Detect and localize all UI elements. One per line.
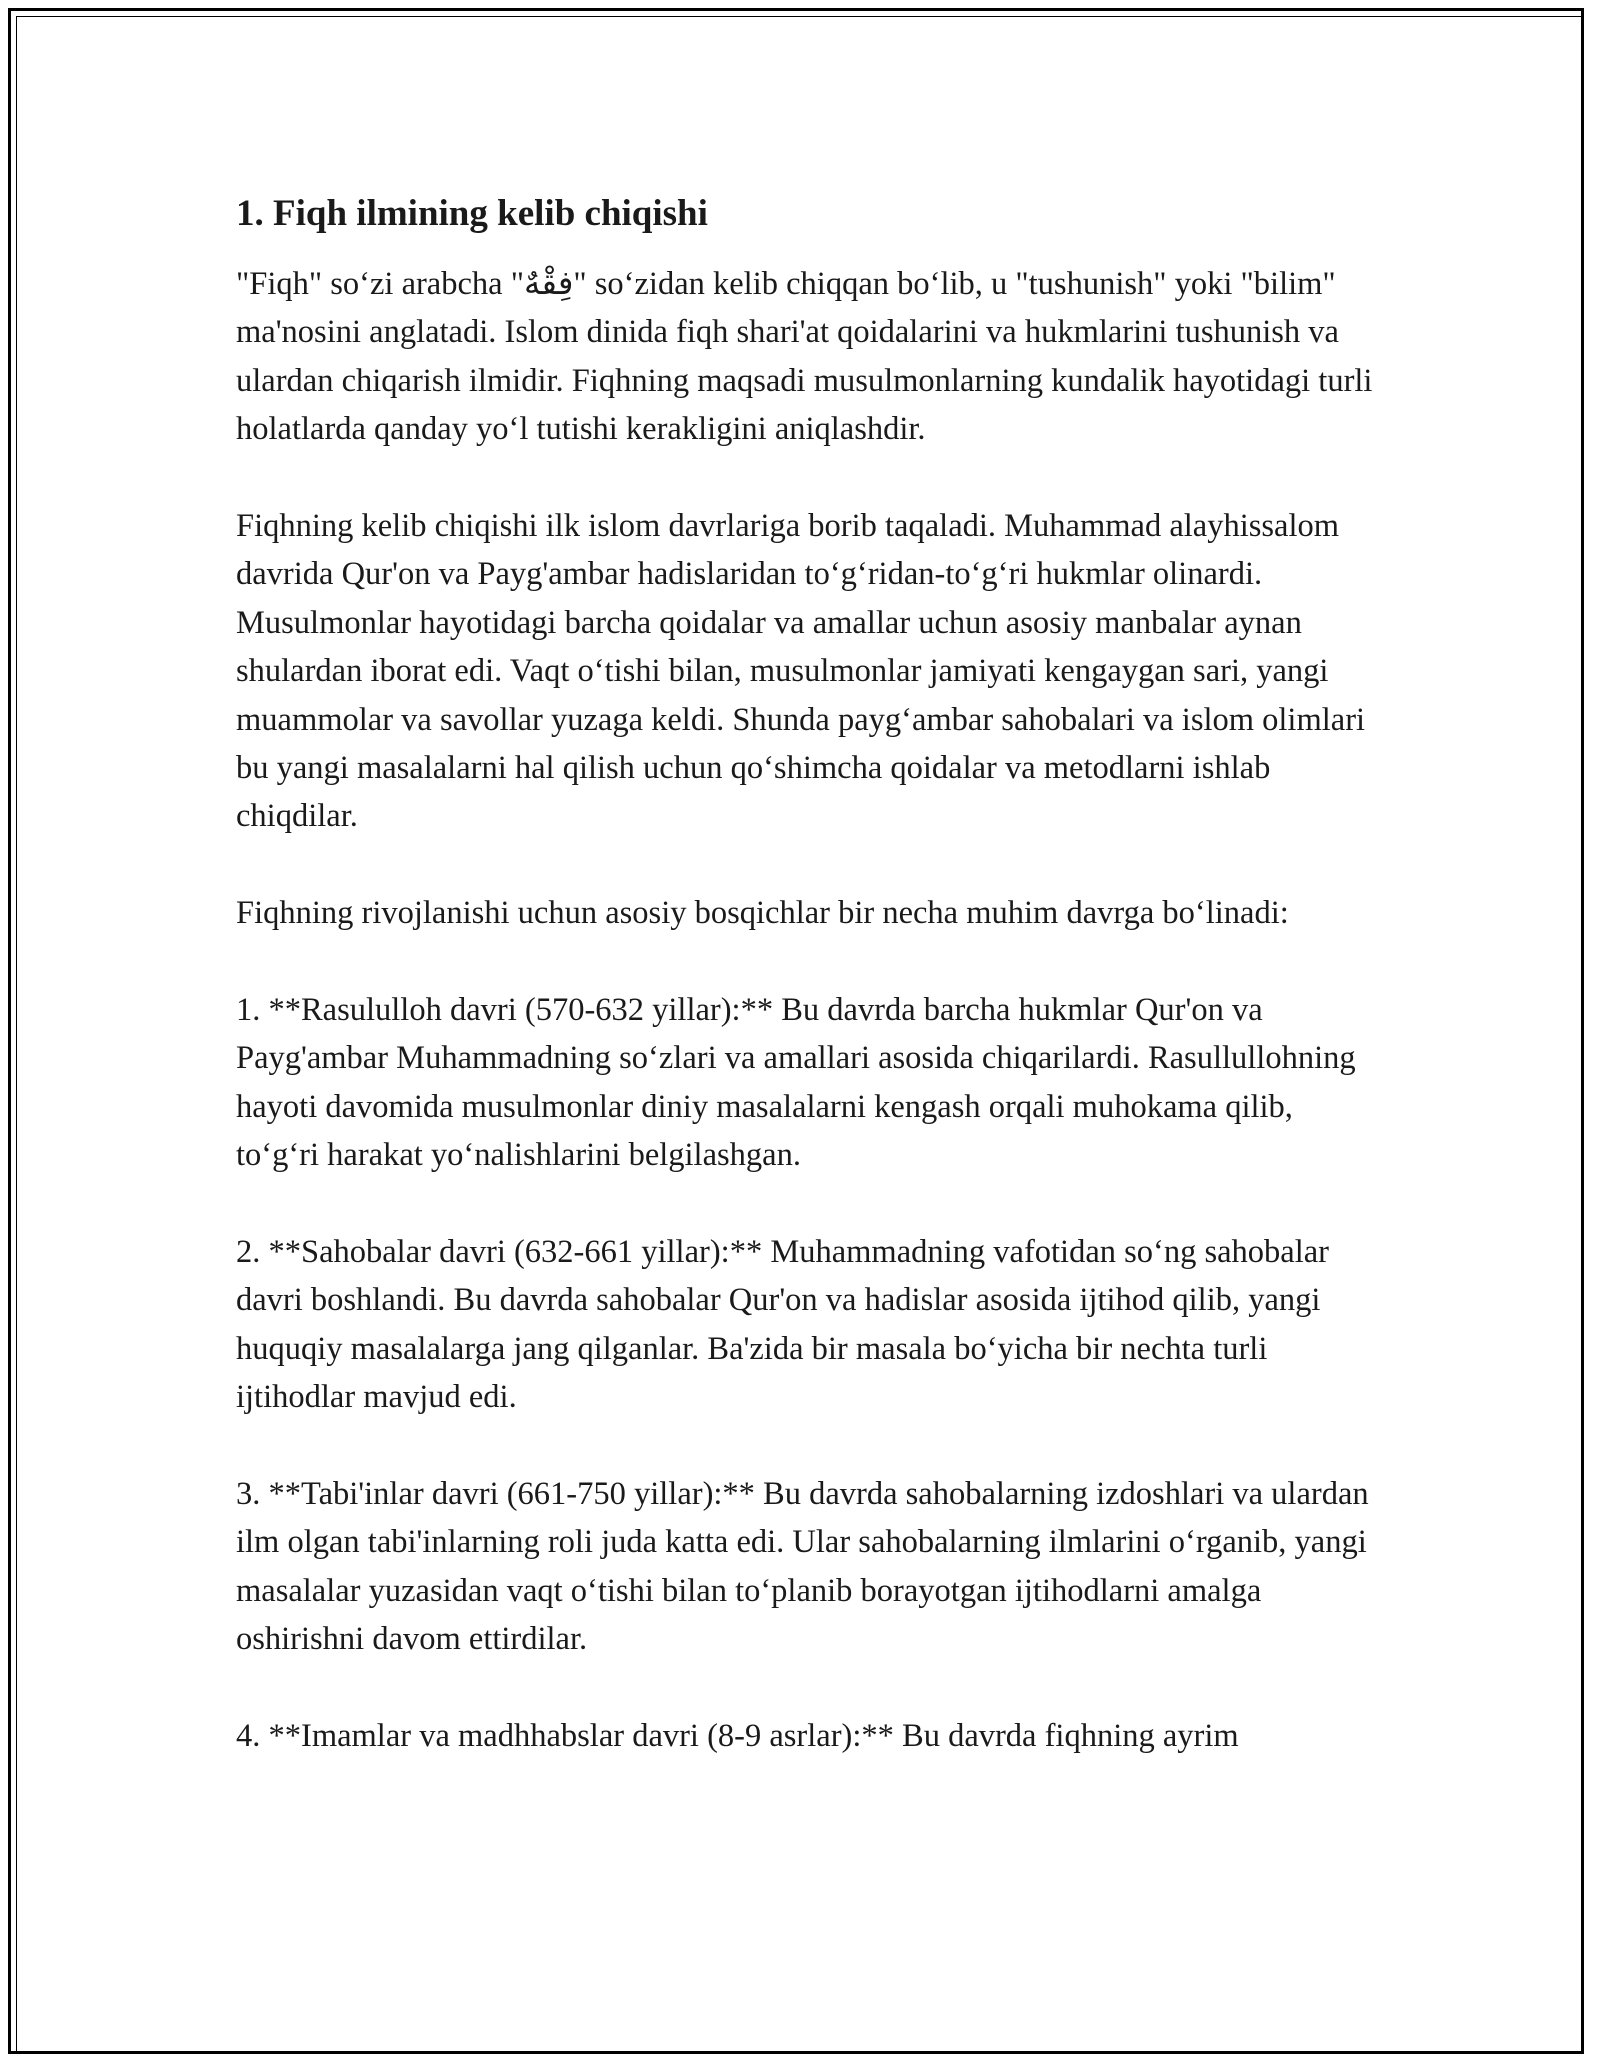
section-heading: 1. Fiqh ilmining kelib chiqishi: [236, 193, 708, 234]
paragraph-stage-1: 1. **Rasululloh davri (570-632 yillar):** Bu davrda barcha hukmlar Qur'on va Payg'ambar Muhammadning so‘zlari va amallari asosida chiqarilardi. Rasullullohning hayoti davomida musulmonlar diniy masalalarni kengash orqali muhokama qilib, to‘g‘ri harakat yo‘nalishlarini belgilashgan.: [236, 992, 1356, 1174]
paragraph-stages-intro: Fiqhning rivojlanishi uchun asosiy bosqichlar bir necha muhim davrga bo‘linadi:: [236, 895, 1289, 932]
paragraph-definition: "Fiqh" so‘zi arabcha "فِقْهٌ" so‘zidan kelib chiqqan bo‘lib, u "tushunish" yoki "bilim" ma'nosini anglatadi. Islom dinida fiqh shari'at qoidalarini va hukmlarini tushunish va ulardan chiqarish ilmidir. Fiqhning maqsadi musulmonlarning kundalik hayotidagi turli holatlarda qanday yo‘l tutishi kerakligini aniqlashdir.: [236, 266, 1373, 448]
paragraph-origin: Fiqhning kelib chiqishi ilk islom davrlariga borib taqaladi. Muhammad alayhissalom davrida Qur'on va Payg'ambar hadislaridan to‘g‘ridan-to‘g‘ri hukmlar olinardi. Musulmonlar hayotidagi barcha qoidalar va amallar uchun asosiy manbalar aynan shulardan iborat edi. Vaqt o‘tishi bilan, musulmonlar jamiyati kengaygan sari, yangi muammolar va savollar yuzaga keldi. Shunda payg‘ambar sahobalari va islom olimlari bu yangi masalalarni hal qilish uchun qo‘shimcha qoidalar va metodlarni ishlab chiqdilar.: [236, 508, 1366, 835]
document-body: [236, 190, 1376, 1809]
paragraph-stage-2: 2. **Sahobalar davri (632-661 yillar):** Muhammadning vafotidan so‘ng sahobalar davri boshlandi. Bu davrda sahobalar Qur'on va hadislar asosida ijtihod qilib, yangi huquqiy masalalarga jang qilganlar. Ba'zida bir masala bo‘yicha bir nechta turli ijtihodlar mavjud edi.: [236, 1234, 1330, 1416]
paragraph-stage-4: 4. **Imamlar va madhhabslar davri (8-9 asrlar):** Bu davrda fiqhning ayrim: [236, 1718, 1239, 1755]
paragraph-stage-3: 3. **Tabi'inlar davri (661-750 yillar):** Bu davrda sahobalarning izdoshlari va ulardan ilm olgan tabi'inlarning roli juda katta edi. Ular sahobalarning ilmlarini o‘rganib, yangi masalalar yuzasidan vaqt o‘tishi bilan to‘planib borayotgan ijtihodlarni amalga oshirishni davom ettirdilar.: [236, 1476, 1369, 1658]
